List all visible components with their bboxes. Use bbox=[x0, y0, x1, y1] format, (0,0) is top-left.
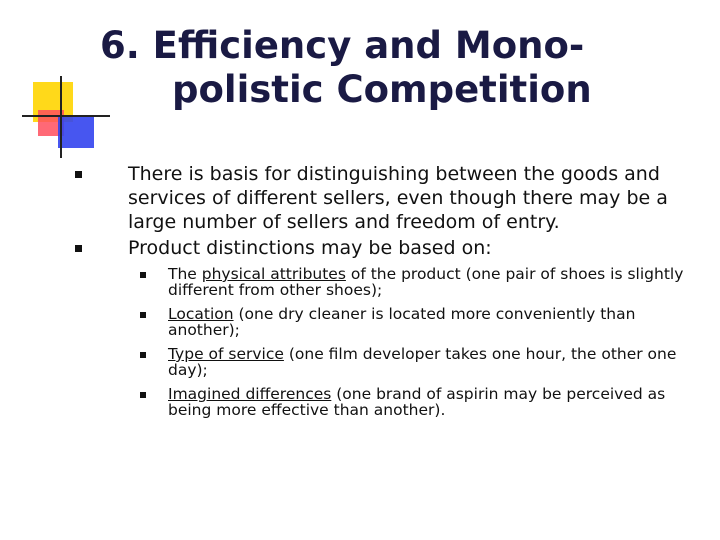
slide-title bbox=[100, 24, 700, 112]
square-bullet-icon bbox=[140, 392, 146, 398]
sub-bullet-item bbox=[95, 386, 705, 418]
sub-bullet-underlined: Location bbox=[168, 305, 234, 323]
sub-bullet-text: (one dry cleaner is located more conveniently than another); bbox=[168, 305, 636, 339]
bullet-text: Product distinctions may be based on: bbox=[128, 237, 492, 259]
square-bullet-icon bbox=[140, 272, 146, 278]
sub-bullet-item bbox=[95, 306, 705, 338]
title-decoration bbox=[0, 0, 110, 170]
bullet-item bbox=[55, 162, 705, 234]
slide-body bbox=[55, 162, 705, 426]
decor-blue-square bbox=[58, 117, 94, 148]
square-bullet-icon bbox=[140, 352, 146, 358]
bullet-text: There is basis for distinguishing between the goods and services of different sellers, even though there may be a large number of sellers and freedom of entry. bbox=[128, 163, 668, 233]
square-bullet-icon bbox=[75, 245, 82, 252]
sub-bullet-text: (one film developer takes one hour, the other one day); bbox=[168, 345, 677, 379]
sub-bullet-text: (one brand of aspirin may be perceived as being more effective than another). bbox=[168, 385, 666, 419]
sub-bullet-underlined: Type of service bbox=[168, 345, 284, 363]
bullet-item bbox=[55, 236, 705, 418]
slide-title-line1: 6. Efficiency and Mono- bbox=[100, 24, 585, 67]
sub-bullet-underlined: Imagined differences bbox=[168, 385, 332, 403]
slide-title-line2: polistic Competition bbox=[172, 68, 592, 111]
sub-bullet-underlined: physical attributes bbox=[201, 265, 346, 283]
decor-vertical-line bbox=[60, 76, 62, 158]
sub-bullet-item bbox=[95, 266, 705, 298]
decor-horizontal-line bbox=[22, 115, 110, 117]
sub-bullet-item bbox=[95, 346, 705, 378]
sub-bullet-text: of the product (one pair of shoes is slightly different from other shoes); bbox=[168, 265, 684, 299]
sub-bullet-prefix: The bbox=[168, 265, 202, 283]
bullet-list bbox=[55, 162, 705, 418]
square-bullet-icon bbox=[75, 171, 82, 178]
sub-bullet-list bbox=[95, 266, 705, 418]
square-bullet-icon bbox=[140, 312, 146, 318]
